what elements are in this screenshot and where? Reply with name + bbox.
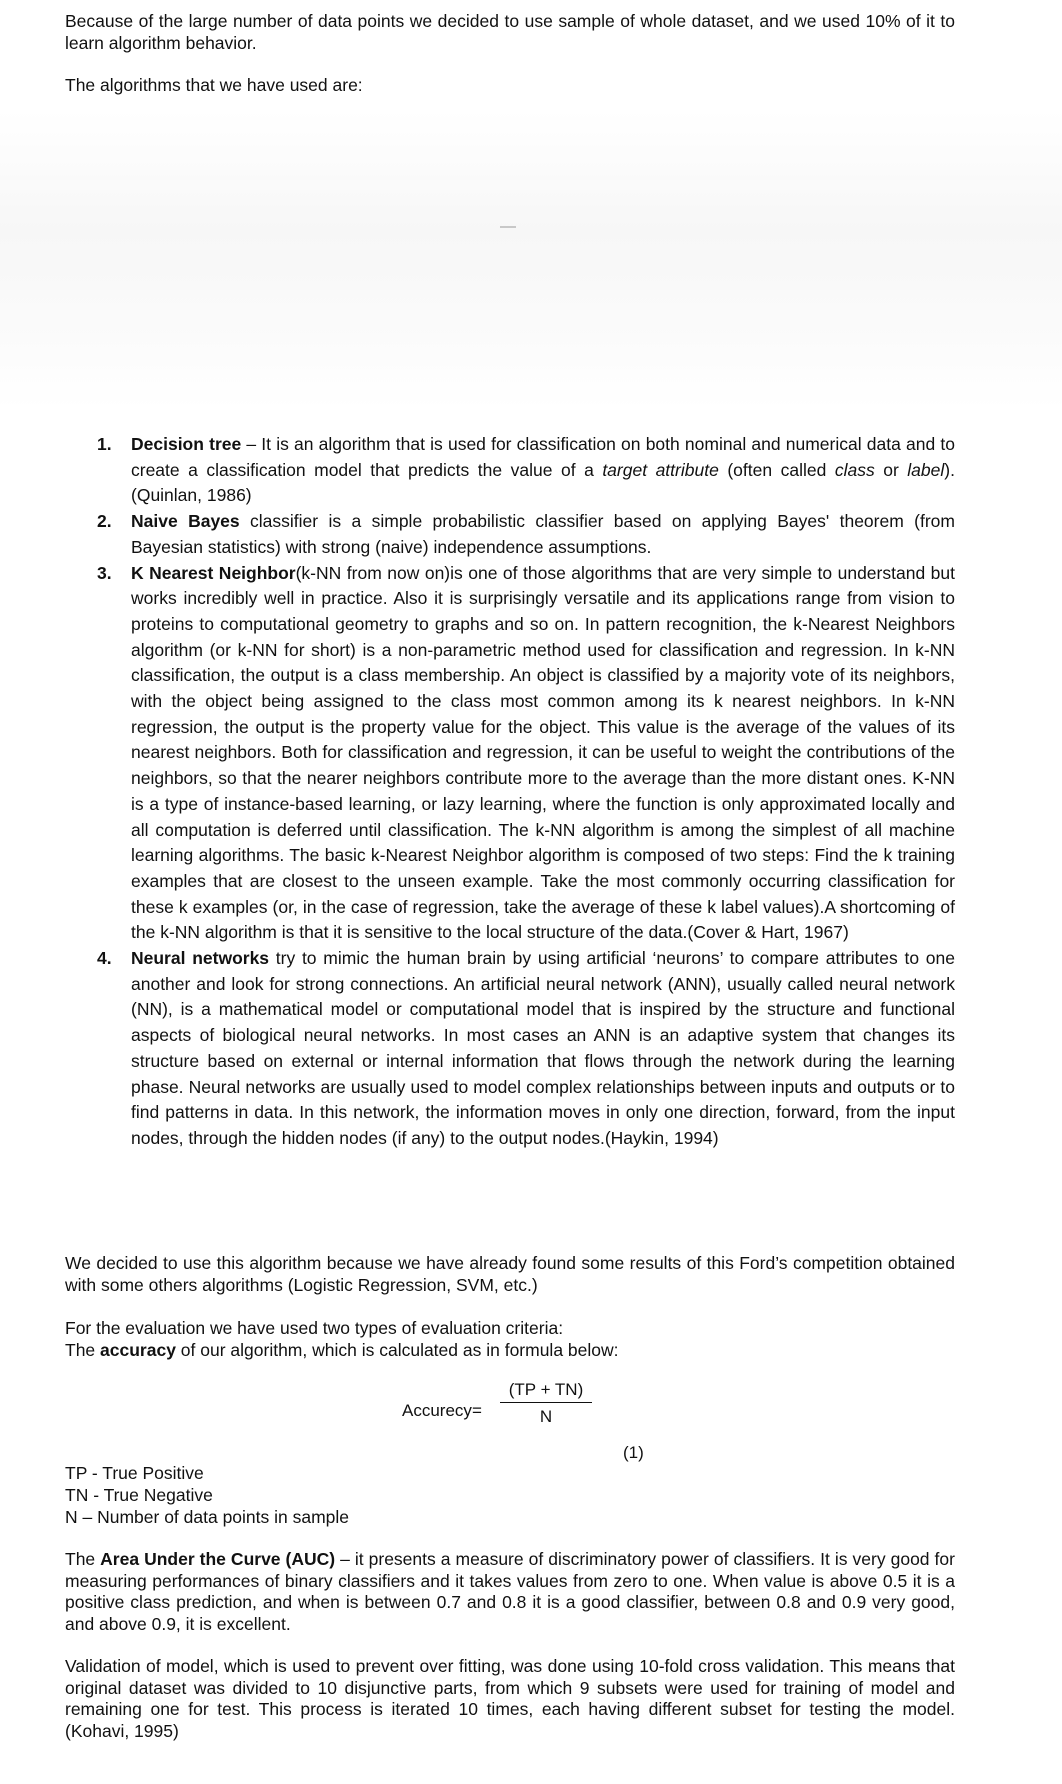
algorithm-text: ). (Quinlan, 1986) [131,459,955,506]
algorithm-name: K Nearest Neighbor [131,562,296,583]
italic-term: class [834,459,875,480]
algorithm-list [97,432,955,1152]
equation-number: (1) [623,1443,644,1462]
algorithm-text: or [874,459,908,480]
algorithm-name: Naive Bayes [131,511,240,532]
auc-text: – it presents a measure of discriminatory power of classifiers. It is very good for measuring performances of binary classifiers and it takes values from zero to one. When value is above 0.5 it is a positive class prediction, and when is between 0.7 and 0.8 it is a good classifier, between 0.8 and 0.9 very good, and above 0.9, it is excellent. [65,1549,955,1634]
evaluation-text: of our algorithm, which is calculated as in formula below: [175,1339,619,1360]
list-item [97,509,955,560]
list-number: 3. [97,562,112,583]
formula-fraction [500,1380,592,1427]
evaluation-text: The [65,1339,101,1360]
italic-term: target attribute [602,459,719,480]
formula-numerator: (TP + TN) [500,1380,592,1403]
definitions-list [65,1463,349,1528]
definition-item: N – Number of data points in sample [65,1506,350,1527]
list-number: 4. [97,948,112,969]
evaluation-line [65,1340,955,1362]
formula-equals: = [472,1401,482,1420]
algorithm-text: try to mimic the human brain by using artificial ‘neurons’ to compare attributes to one another and look for strong connections. An artificial neural network (ANN), usually called neural network (NN), is a mathematical model or computational model that is inspired by the structure and functional aspects of biological neural networks. In most cases an ANN is an adaptive system that changes its structure based on external or internal information that flows through the network during the learning phase. Neural networks are usually used to model complex relationships between inputs and outputs or to find patterns in data. In this network, the information moves in only one direction, forward, from the input nodes, through the hidden nodes (if any) to the output nodes.(Haykin, 1994) [131,948,955,1148]
list-number: 2. [97,511,112,532]
algorithms-intro: The algorithms that we have used are: [65,75,363,95]
faint-mark [500,226,516,228]
algorithm-text: (k-NN from now on)is one of those algorithms that are very simple to understand but works incredibly well in practice. Also it is surprisingly versatile and its applications range from vision to proteins to computational geometry to graphs and so on. In pattern recognition, the k-Nearest Neighbors algorithm (or k-NN for short) is a non-parametric method used for classification and regression. In k-NN classification, the output is a class membership. An object is classified by a majority vote of its neighbors, with the object being assigned to the class most common among its k nearest neighbors. In k-NN regression, the output is the property value for the object. This value is the average of the values of its nearest neighbors. Both for classification and regression, it can be useful to weight the contributions of the neighbors, so that the nearer neighbors contribute more to the average than the more distant ones. K-NN is a type of instance-based learning, or lazy learning, where the function is only approximated locally and all computation is deferred until classification. The k-NN algorithm is among the simplest of all machine learning algorithms. The basic k-Nearest Neighbor algorithm is composed of two steps: Find the k training examples that are closest to the unseen example. Take the most commonly occurring classification for these k examples (or, in the case of regression, take the average of these k label values).A shortcoming of the k-NN algorithm is that it is sensitive to the local structure of the data.(Cover & Hart, 1967) [131,562,955,943]
formula-denominator: N [539,1407,553,1426]
evaluation-line: For the evaluation we have used two types of evaluation criteria: [65,1318,564,1338]
formula-lhs: Accurecy [402,1401,472,1420]
auc-text: The [65,1549,101,1569]
definition-item: TP - True Positive [65,1463,204,1483]
accuracy-formula [402,1380,632,1440]
list-item [97,946,955,1152]
list-number: 1. [97,434,112,454]
intro-paragraph: Because of the large number of data points we decided to use sample of whole dataset, and we used 10% of it to learn algorithm behavior. [65,11,955,53]
algorithm-name: Neural networks [131,948,270,969]
blank-image-area [0,110,1062,410]
accuracy-term: accuracy [100,1339,176,1360]
definition-item: TN - True Negative [65,1484,213,1505]
auc-term: Area Under the Curve (AUC) [100,1549,336,1569]
validation-paragraph: Validation of model, which is used to prevent over fitting, was done using 10-fold cross validation. This means that original dataset was divided to 10 disjunctive parts, from which 9 subsets were used for training of model and remaining one for test. This process is iterated 10 times, each having different subset for testing the model. (Kohavi, 1995) [65,1656,955,1741]
algorithm-text: (often called [718,459,835,480]
list-item [97,561,955,947]
auc-paragraph [65,1549,955,1635]
italic-term: label [907,459,945,480]
reason-paragraph: We decided to use this algorithm because we have already found some results of this Ford’s competition obtained with some others algorithms (Logistic Regression, SVM, etc.) [65,1253,955,1295]
list-item [97,432,955,509]
algorithm-text: classifier is a simple probabilistic classifier based on applying Bayes' theorem (from Bayesian statistics) with strong (naive) independence assumptions. [131,511,955,557]
algorithm-text: – It is an algorithm that is used for classification on both nominal and numerical data and to create a classification model that predicts the value of a [131,434,955,480]
algorithm-name: Decision tree [131,434,242,454]
evaluation-paragraph [65,1318,955,1361]
